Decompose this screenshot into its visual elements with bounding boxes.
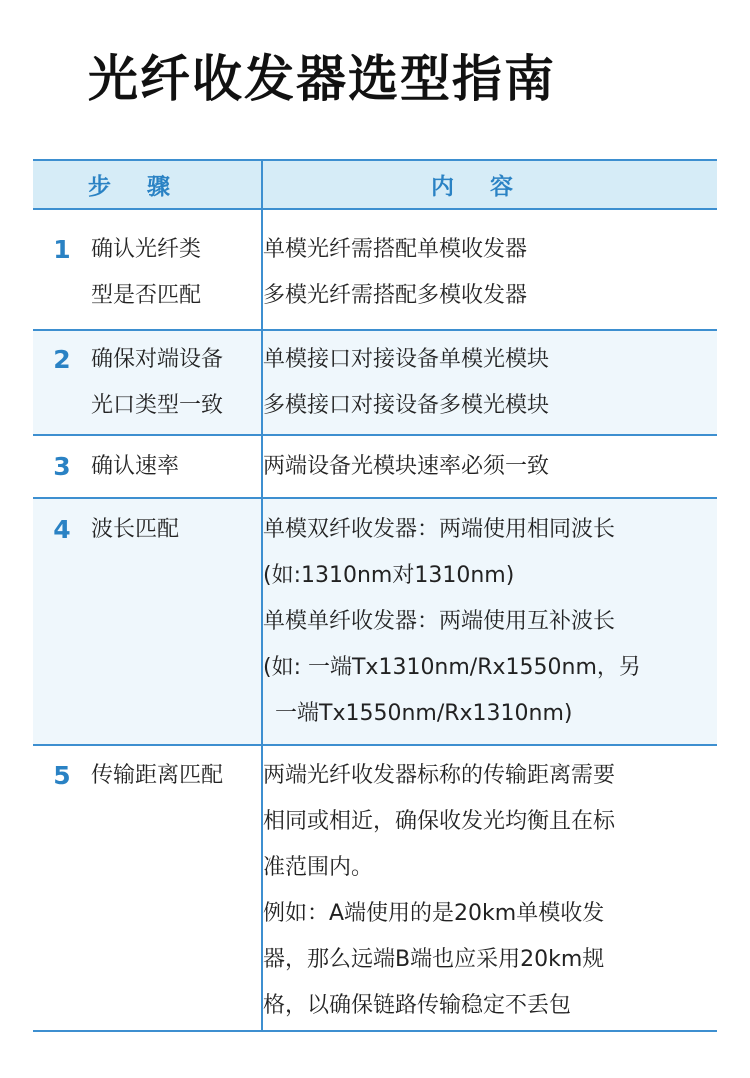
table-row <box>33 745 717 1031</box>
header-step: 步骤 <box>33 160 262 209</box>
content-cell <box>262 435 717 498</box>
content-line: 两端设备光模块速率必须一致 <box>263 454 550 479</box>
table-row <box>33 209 717 330</box>
content-line: 单模接口对接设备单模光模块 <box>263 347 550 372</box>
step-label-line: 确认速率 <box>91 454 180 479</box>
content-line: 器，那么远端B端也应采用20km规 <box>263 947 605 972</box>
content-cell <box>262 498 717 745</box>
content-line: 相同或相近，确保收发光均衡且在标 <box>263 809 616 834</box>
selection-guide-table <box>33 159 717 1032</box>
content-line: 一端Tx1550nm/Rx1310nm) <box>275 701 573 726</box>
step-cell <box>33 330 262 435</box>
step-label <box>91 507 256 553</box>
step-number: 4 <box>53 515 71 544</box>
content-line: 单模单纤收发器：两端使用互补波长 <box>263 609 616 634</box>
step-label <box>91 227 256 319</box>
content-line: (如:1310nm对1310nm) <box>263 563 515 588</box>
step-cell <box>33 209 262 330</box>
step-label <box>91 337 256 429</box>
content-line: 多模接口对接设备多模光模块 <box>263 393 550 418</box>
step-label <box>91 753 256 799</box>
step-label-line: 确认光纤类 <box>91 237 202 262</box>
content-cell <box>262 209 717 330</box>
table-row <box>33 435 717 498</box>
step-label-line: 型是否匹配 <box>91 283 202 308</box>
step-number: 2 <box>53 345 71 374</box>
step-number: 1 <box>53 235 71 264</box>
content-line: 单模双纤收发器：两端使用相同波长 <box>263 517 616 542</box>
step-label-line: 波长匹配 <box>91 517 180 542</box>
step-label <box>91 444 256 490</box>
step-cell <box>33 498 262 745</box>
step-number: 5 <box>53 761 71 790</box>
step-cell <box>33 435 262 498</box>
table-header-row <box>33 160 717 209</box>
content-line: 格，以确保链路传输稳定不丢包 <box>263 993 572 1018</box>
content-line: 两端光纤收发器标称的传输距离需要 <box>263 763 616 788</box>
table-row <box>33 498 717 745</box>
step-label-line: 传输距离匹配 <box>91 763 224 788</box>
step-number: 3 <box>53 452 71 481</box>
content-line: 例如：A端使用的是20km单模收发 <box>263 901 605 926</box>
header-content: 内容 <box>262 160 717 209</box>
table-row <box>33 330 717 435</box>
step-label-line: 光口类型一致 <box>91 393 224 418</box>
page-title: 光纤收发器选型指南 <box>88 50 556 108</box>
content-cell <box>262 330 717 435</box>
content-line: 多模光纤需搭配多模收发器 <box>263 283 528 308</box>
content-line: (如: 一端Tx1310nm/Rx1550nm，另 <box>263 655 641 680</box>
step-label-line: 确保对端设备 <box>91 347 224 372</box>
step-cell <box>33 745 262 1031</box>
content-line: 准范围内。 <box>263 855 374 880</box>
content-line: 单模光纤需搭配单模收发器 <box>263 237 528 262</box>
content-cell <box>262 745 717 1031</box>
